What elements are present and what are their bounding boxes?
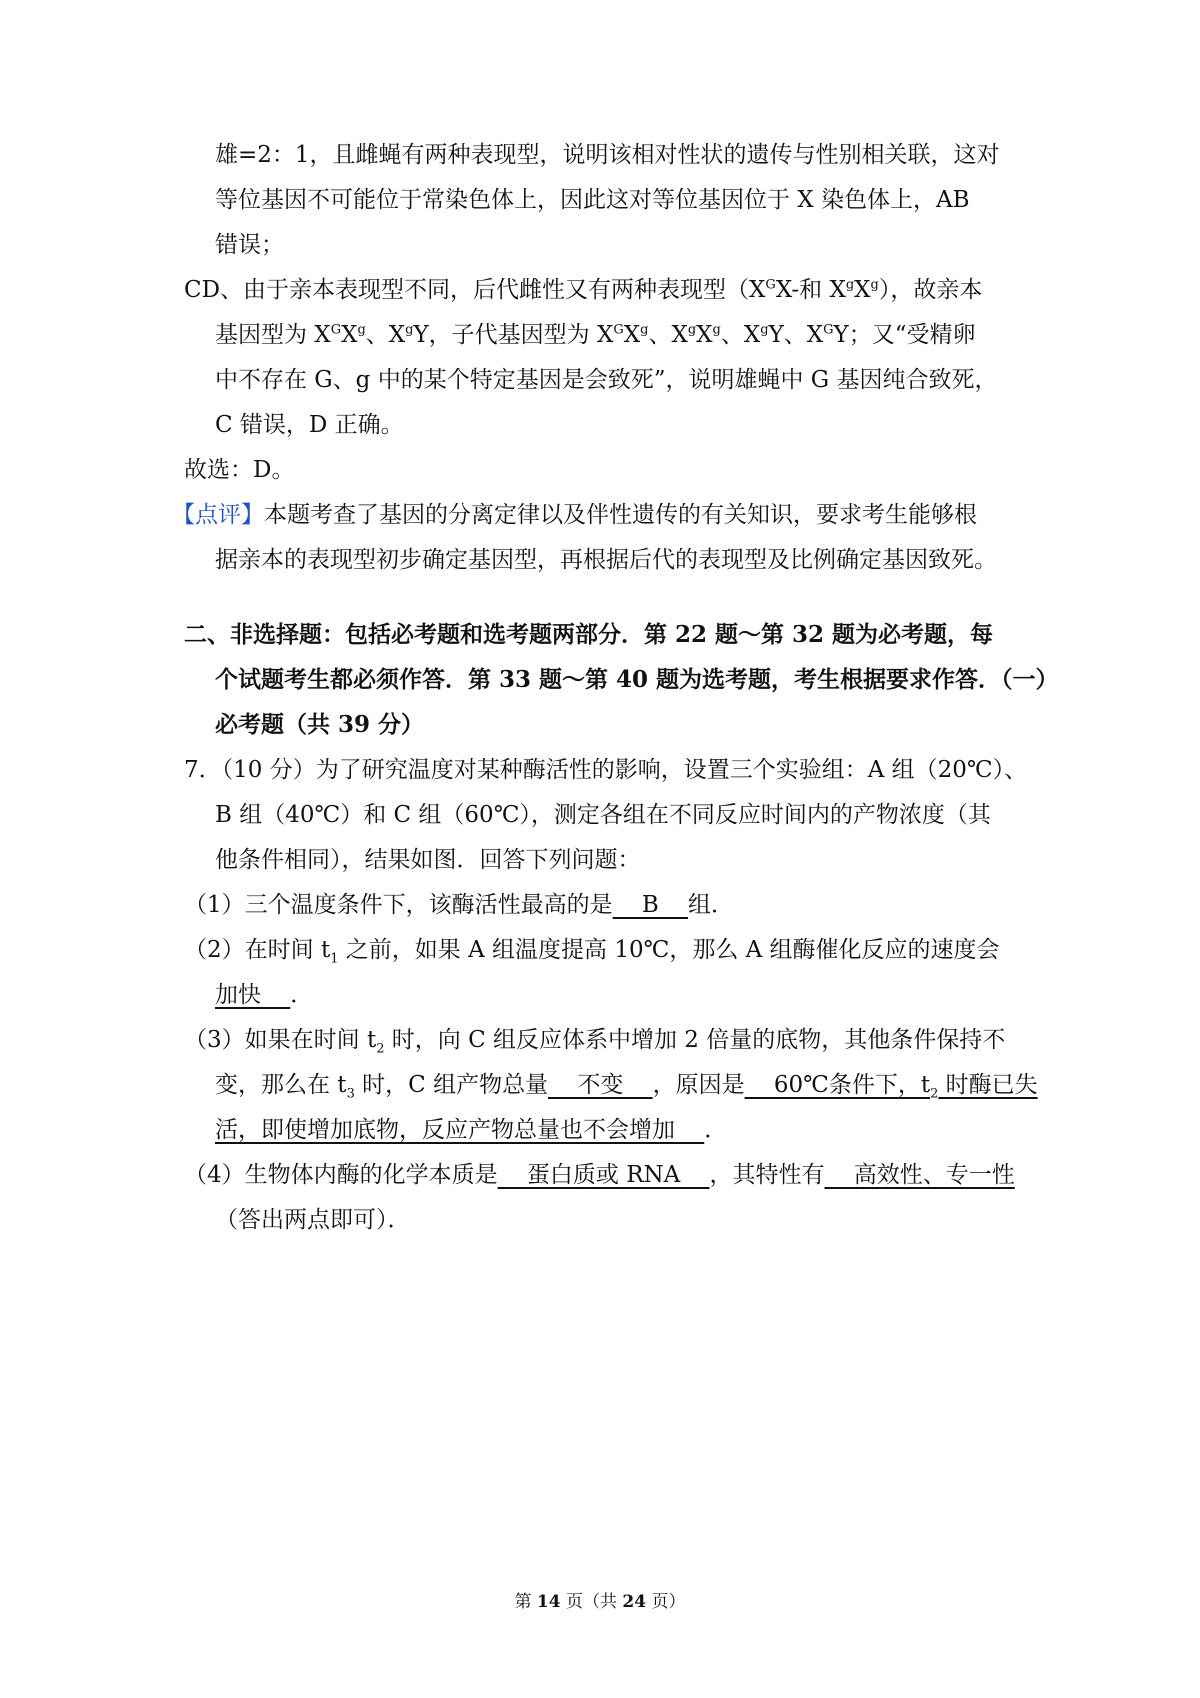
sub-question-2: （2）在时间 $t_1$ 之前，如果 A 组温度提高 10℃，那么 A 组酶催化反应的速度会: [184, 937, 1000, 967]
question-7-line-2: B 组（40℃）和 C 组（60℃），测定各组在不同反应时间内的产物浓度（其: [215, 802, 991, 828]
answer-blank-3b: 60℃条件下，$t_2$ 时酶已失: [744, 1072, 1038, 1102]
analysis-line-1: 雄=2：1，且雌蝇有两种表现型，说明该相对性状的遗传与性别相关联，这对: [215, 142, 1000, 168]
answer-blank-1: B: [612, 892, 689, 918]
page-footer: 第 14 页（共 24 页）: [514, 1592, 686, 1612]
analysis-line-6: 中不存在 G、g 中的某个特定基因是会致死”，说明雄蝇中 G 基因纯合致死，: [215, 367, 998, 393]
answer-blank-3b-cont: 活，即使增加底物，反应产物总量也不会增加: [215, 1117, 705, 1143]
sub-question-3-line-3: 活，即使增加底物，反应产物总量也不会增加 ．: [215, 1117, 728, 1143]
section-heading-line-2: 个试题考生都必须作答．第 33 题～第 40 题为选考题，考生根据要求作答．（一）: [215, 666, 1059, 693]
page-total: 24: [622, 1592, 647, 1612]
comment-line-1: 【点评】本题考查了基因的分离定律以及伴性遗传的有关知识，要求考生能够根: [172, 502, 977, 528]
answer-blank-4a: 蛋白质或 RNA: [497, 1162, 710, 1188]
answer-blank-3a: 不变: [548, 1072, 653, 1098]
section-heading-line-1: 二、非选择题：包括必考题和选考题两部分．第 22 题～第 32 题为必考题，每: [184, 621, 994, 648]
question-7-line-1: 7．（10 分）为了研究温度对某种酶活性的影响，设置三个实验组：A 组（20℃）、: [184, 757, 1028, 783]
answer-blank-2: 加快: [215, 982, 291, 1008]
sub-question-4-line-2: （答出两点即可）．: [215, 1207, 411, 1233]
sub-question-3-line-2: 变，那么在 $t_3$ 时，C 组产物总量 不变 ，原因是 60℃条件下，$t_2$ 时酶已失: [215, 1072, 1038, 1102]
page-number: 14: [536, 1592, 561, 1612]
answer-choice: 故选：D。: [184, 457, 295, 483]
answer-blank-4b: 高效性、专一性: [824, 1162, 1015, 1188]
question-7-line-3: 他条件相同），结果如图．回答下列问题：: [215, 847, 641, 873]
analysis-genotype-line: 基因型为 $X^GX^g$、$X^gY$，子代基因型为 $X^GX^g$、$X^gX^g$、$X^gY$、$X^GY$；又“受精卵: [215, 322, 976, 348]
sub-question-1: （1）三个温度条件下，该酶活性最高的是 B 组．: [184, 892, 735, 918]
comment-line-2: 据亲本的表现型初步确定基因型，再根据后代的表现型及比例确定基因致死。: [215, 547, 997, 573]
sub-question-2-answer-line: 加快 ．: [215, 982, 314, 1008]
analysis-line-3: 错误；: [215, 232, 284, 258]
sub-question-3: （3）如果在时间 $t_2$ 时，向 C 组反应体系中增加 2 倍量的底物，其他条件保持不: [184, 1027, 1006, 1057]
analysis-line-2: 等位基因不可能位于常染色体上，因此这对等位基因位于 X 染色体上，AB: [215, 187, 970, 213]
analysis-line-7: C 错误，D 正确。: [215, 412, 404, 438]
analysis-cd-line: CD、由于亲本表现型不同，后代雌性又有两种表现型（$X^GX-$和 $X^gX^g$），故亲本: [184, 277, 983, 303]
section-heading-line-3: 必考题（共 39 分）: [215, 711, 425, 738]
comment-tag: 【点评】: [172, 502, 264, 528]
sub-question-4: （4）生物体内酶的化学本质是 蛋白质或 RNA ，其特性有 高效性、专一性: [184, 1162, 1015, 1188]
